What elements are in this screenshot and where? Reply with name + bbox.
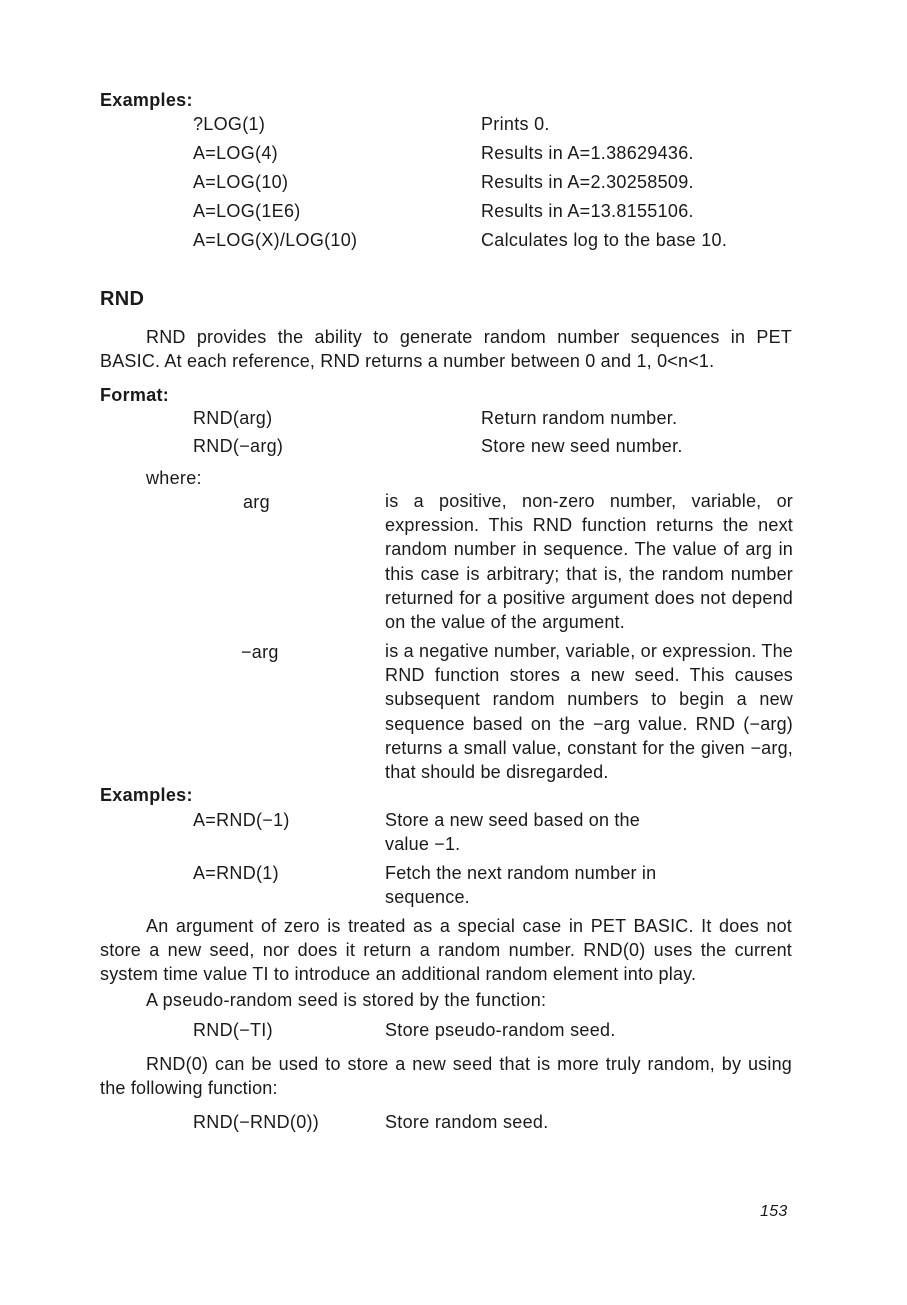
log-example-desc: Results in A=13.8155106. (481, 201, 694, 221)
log-example-code: A=LOG(4) (193, 143, 278, 163)
rnd-intro-paragraph: RND provides the ability to generate random number sequences in PET BASIC. At each reference, RND returns a number between 0 and 1, 0<n<1. (100, 327, 792, 371)
truly-example-desc: Store random seed. (385, 1112, 549, 1132)
log-example-code: ?LOG(1) (193, 114, 266, 134)
truly-example-code: RND(−RND(0)) (193, 1112, 320, 1132)
format-desc: Return random number. (481, 408, 678, 428)
rnd-example-desc-line: value −1. (385, 834, 461, 854)
log-example-code: A=LOG(1E6) (193, 201, 301, 221)
format-code: RND(−arg) (193, 436, 284, 456)
section-title: RND (100, 288, 145, 310)
log-example-desc: Prints 0. (481, 114, 550, 134)
log-example-desc: Calculates log to the base 10. (481, 230, 728, 250)
rnd-example-desc-line: Store a new seed based on the (385, 810, 640, 830)
truly-random-paragraph: RND(0) can be used to store a new seed that is more truly random, by using the following function: (100, 1054, 792, 1098)
rnd-example-desc-line: Fetch the next random number in (385, 863, 657, 883)
log-examples-heading: Examples: (100, 90, 193, 110)
rnd-example-code: A=RND(1) (193, 863, 279, 883)
format-desc: Store new seed number. (481, 436, 683, 456)
format-code: RND(arg) (193, 408, 273, 428)
param-desc: is a negative number, variable, or expression. The RND function stores a new seed. This causes subsequent random numbers to begin a new sequence based on the −arg value. RND (−arg) returns a small value, constant for the given −arg, that should be disregarded. (385, 641, 793, 783)
log-example-code: A=LOG(10) (193, 172, 289, 192)
zero-argument-paragraph: An argument of zero is treated as a special case in PET BASIC. It does not store a new seed, nor does it return a random number. RND(0) uses the current system time value TI to introduce an additional random element into play. (100, 916, 792, 984)
param-name: −arg (241, 642, 279, 662)
param-name: arg (243, 492, 270, 512)
rnd-example-code: A=RND(−1) (193, 810, 290, 830)
rnd-example-desc-line: sequence. (385, 887, 470, 907)
param-desc: is a positive, non-zero number, variable, or expression. This RND function returns the next random number in sequence. The value of arg in this case is arbitrary; that is, the random number returned for a positive argument does not depend on the value of the argument. (385, 491, 793, 633)
page-number: 153 (760, 1203, 788, 1220)
format-heading: Format: (100, 385, 170, 405)
rnd-examples-heading: Examples: (100, 785, 193, 805)
pseudo-example-desc: Store pseudo-random seed. (385, 1020, 616, 1040)
log-example-code: A=LOG(X)/LOG(10) (193, 230, 358, 250)
rnd-example-desc (385, 808, 685, 856)
pseudo-random-line: A pseudo-random seed is stored by the function: (146, 990, 547, 1010)
rnd-example-desc (385, 861, 685, 909)
log-example-desc: Results in A=1.38629436. (481, 143, 694, 163)
log-example-desc: Results in A=2.30258509. (481, 172, 694, 192)
where-label: where: (146, 468, 202, 488)
pseudo-example-code: RND(−TI) (193, 1020, 273, 1040)
